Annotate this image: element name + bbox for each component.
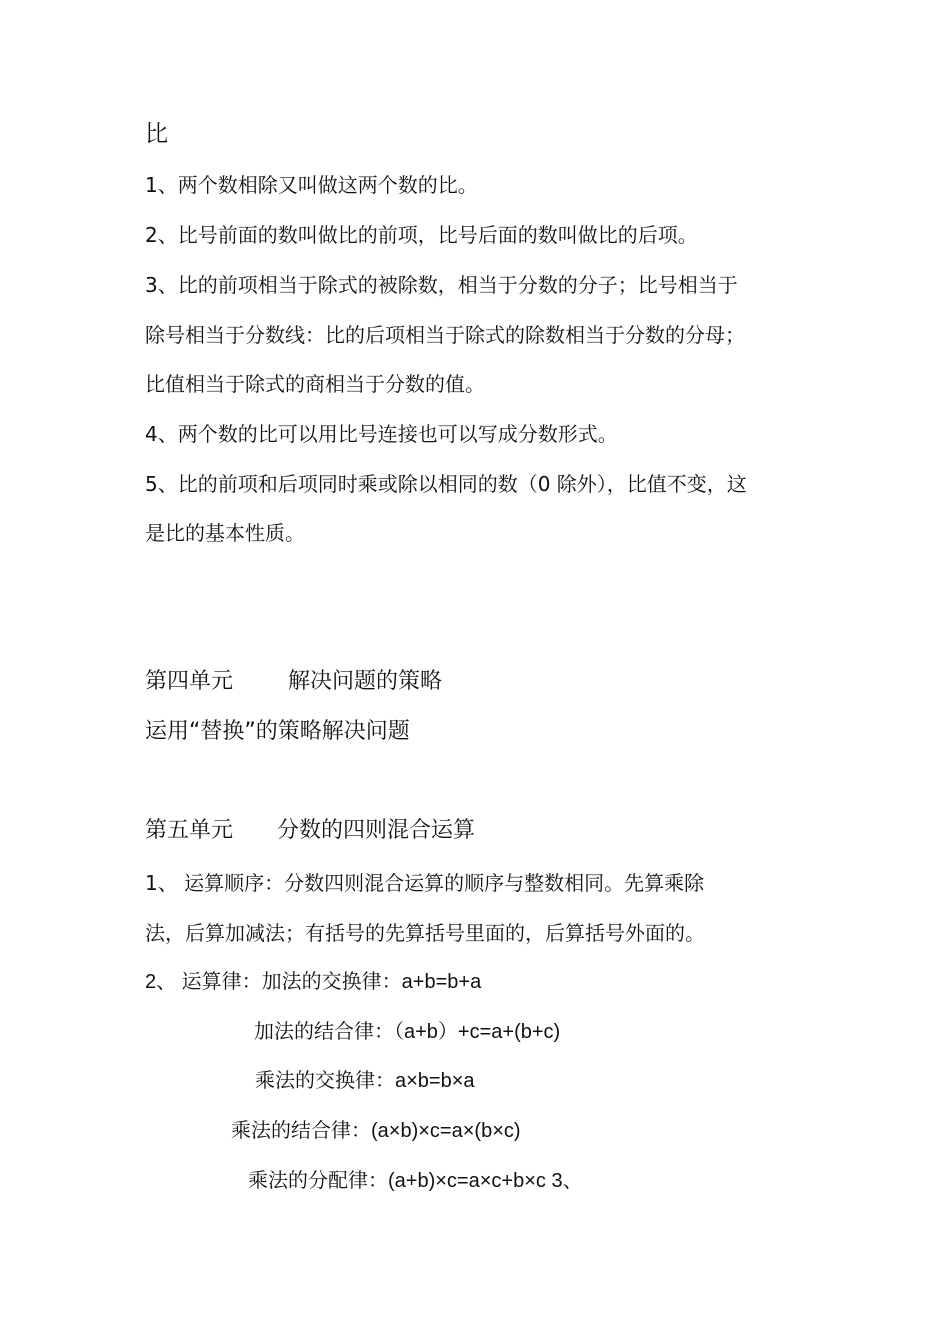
unit5-law-distributive: 乘法的分配律：(a+b)×c=a×c+b×c 3、 bbox=[248, 1170, 583, 1192]
unit5-order-line-2: 法，后算加减法；有括号的先算括号里面的，后算括号外面的。 bbox=[145, 921, 705, 945]
section-title-ratio: 比 bbox=[145, 121, 168, 147]
unit5-law-mul-commutative: 乘法的交换律：a×b=b×a bbox=[255, 1070, 475, 1092]
unit5-order-line-1: 1、 运算顺序：分数四则混合运算的顺序与整数相同。先算乘除 bbox=[145, 871, 705, 895]
ratio-item-4: 4、两个数的比可以用比号连接也可以写成分数形式。 bbox=[145, 422, 618, 446]
ratio-item-3-line-2: 除号相当于分数线：比的后项相当于除式的除数相当于分数的分母； bbox=[145, 323, 745, 347]
ratio-item-5-line-1: 5、比的前项和后项同时乘或除以相同的数（0 除外），比值不变，这 bbox=[145, 472, 747, 496]
unit5-title: 分数的四则混合运算 bbox=[277, 818, 476, 843]
unit5-law-add-commutative: 2、 运算律：加法的交换律：a+b=b+a bbox=[145, 971, 482, 993]
unit4-subtitle: 运用“替换”的策略解决问题 bbox=[145, 719, 410, 744]
unit4-label: 第四单元 bbox=[145, 669, 234, 694]
ratio-item-1: 1、两个数相除又叫做这两个数的比。 bbox=[145, 173, 478, 197]
ratio-item-3-line-1: 3、比的前项相当于除式的被除数，相当于分数的分子；比号相当于 bbox=[145, 273, 738, 297]
unit5-label: 第五单元 bbox=[145, 818, 234, 843]
ratio-item-3-line-3: 比值相当于除式的商相当于分数的值。 bbox=[145, 372, 485, 396]
ratio-item-2: 2、比号前面的数叫做比的前项，比号后面的数叫做比的后项。 bbox=[145, 223, 698, 247]
unit5-law-mul-associative: 乘法的结合律：(a×b)×c=a×(b×c) bbox=[231, 1120, 521, 1142]
unit5-law-add-associative: 加法的结合律：（a+b）+c=a+(b+c) bbox=[254, 1021, 561, 1043]
unit4-title: 解决问题的策略 bbox=[288, 669, 443, 694]
ratio-item-5-line-2: 是比的基本性质。 bbox=[145, 521, 305, 545]
